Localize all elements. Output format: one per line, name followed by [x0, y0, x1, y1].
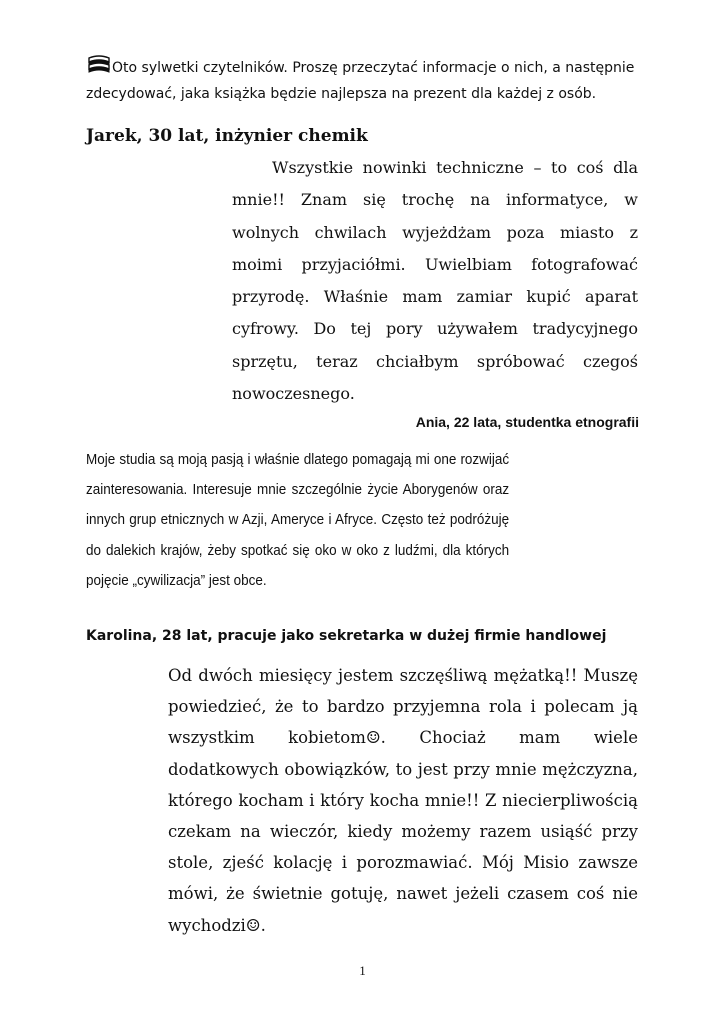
intro-instruction	[86, 54, 646, 107]
person-heading-jarek: Jarek, 30 lat, inżynier chemik	[86, 126, 368, 146]
books-icon	[86, 54, 112, 76]
person-text-jarek: Wszystkie nowinki techniczne – to coś dla mnie!! Znam się trochę na informatyce, w wolnych chwilach wyjeżdżam poza miasto z moimi przyjaciółmi. Uwielbiam fotografować przyrodę. Właśnie mam zamiar kupić aparat cyfrowy. Do tej pory używałem tradycyjnego sprzętu, teraz chciałbym spróbować czegoś nowoczesnego.	[232, 158, 638, 404]
intro-line-2: zdecydować, jaka książka będzie najlepsza na prezent dla każdej z osób.	[86, 86, 597, 102]
person-text-karolina: Od dwóch miesięcy jestem szczęśliwą mężatką!! Muszę powiedzieć, że to bardzo przyjemna rola i polecam ją wszystkim kobietom☺. Chociaż mam wiele dodatkowych obowiązków, to jest przy mnie mężczyzna, którego kocham i który kocha mnie!! Z niecierpliwością czekam na wieczór, kiedy możemy razem usiąść przy stole, zjeść kolację i porozmawiać. Mój Misio zawsze mówi, że świetnie gotuję, nawet jeżeli czasem coś nie wychodzi☺.	[168, 666, 638, 935]
person-text-ania: Moje studia są moją pasją i właśnie dlatego pomagają mi one rozwijać zainteresowania. Interesuje mnie szczególnie życie Aborygenów oraz innych grup etnicznych w Azji, Ameryce i Afryce. Często też podróżuję do dalekich krajów, żeby spotkać się oko w oko z ludźmi, dla których pojęcie „cywilizacja” jest obce.	[86, 452, 510, 589]
person-heading-karolina: Karolina, 28 lat, pracuje jako sekretarka w dużej firmie handlowej	[86, 628, 607, 644]
person-heading-ania: Ania, 22 lata, studentka etnografii	[415, 414, 639, 430]
intro-line-1: Oto sylwetki czytelników. Proszę przeczytać informacje o nich, a następnie	[112, 60, 635, 76]
page-number: 1	[359, 963, 366, 978]
